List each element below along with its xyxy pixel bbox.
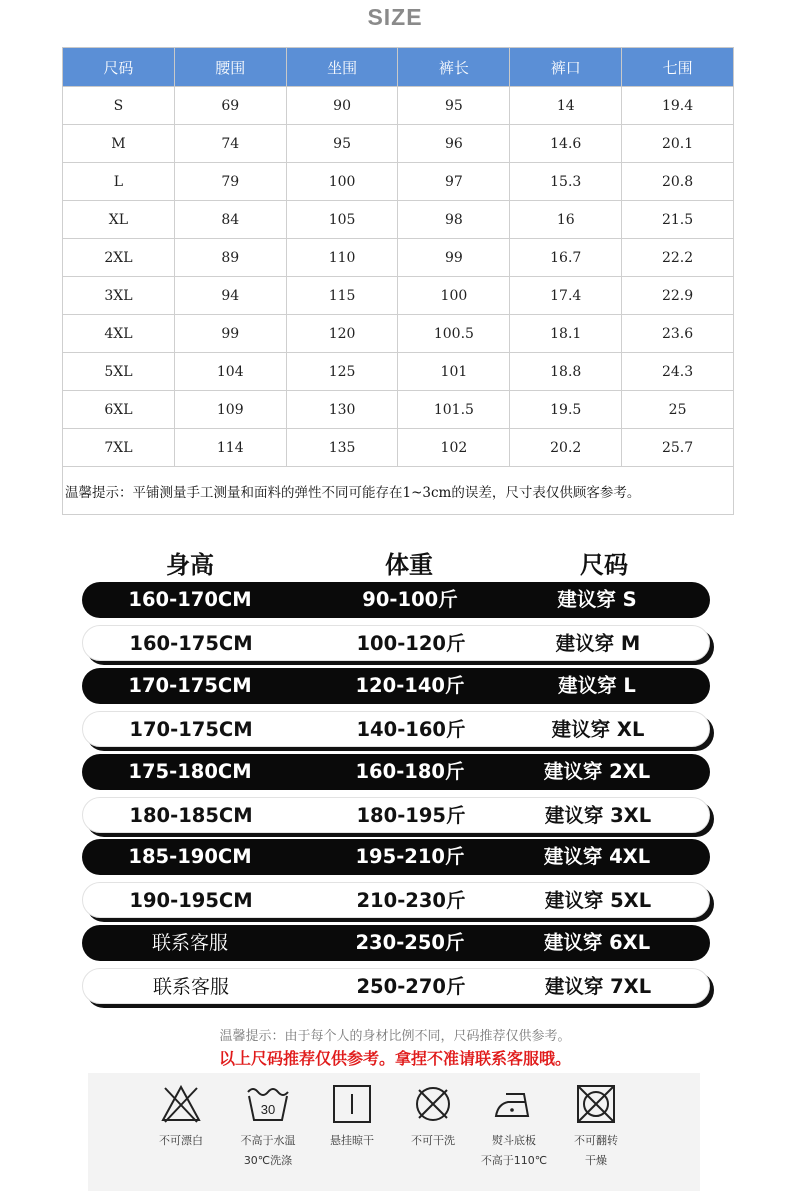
table-cell: 101 <box>398 353 510 391</box>
table-cell: 99 <box>174 315 286 353</box>
recommend-header-height: 身高 <box>166 551 214 579</box>
table-cell: 25.7 <box>622 429 734 467</box>
table-row <box>63 163 734 201</box>
recommend-weight: 230-250斤 <box>355 931 465 955</box>
table-cell: 15.3 <box>510 163 622 201</box>
recommend-height: 联系客服 <box>151 932 228 955</box>
header-seventh-measure: 七围 <box>622 48 734 87</box>
care-label: 悬挂晾干 <box>330 1134 374 1147</box>
table-cell: 18.1 <box>510 315 622 353</box>
table-cell: 19.4 <box>622 87 734 125</box>
size-table <box>62 47 734 515</box>
recommend-height: 170-175CM <box>128 673 252 697</box>
table-cell: 3XL <box>63 277 175 315</box>
table-cell: 100.5 <box>398 315 510 353</box>
table-cell: 95 <box>286 125 398 163</box>
table-cell: 94 <box>174 277 286 315</box>
header-leg-opening: 裤口 <box>510 48 622 87</box>
recommend-row <box>82 625 710 661</box>
table-cell: 74 <box>174 125 286 163</box>
care-label: 熨斗底板 <box>492 1134 536 1147</box>
table-cell: L <box>63 163 175 201</box>
table-cell: 18.8 <box>510 353 622 391</box>
table-cell: 16.7 <box>510 239 622 277</box>
table-row <box>63 87 734 125</box>
table-row <box>63 353 734 391</box>
table-cell: 90 <box>286 87 398 125</box>
recommend-weight: 140-160斤 <box>356 717 466 741</box>
table-cell: 130 <box>286 391 398 429</box>
no-bleach-icon <box>159 1082 203 1126</box>
recommend-row <box>82 711 710 747</box>
tip-line-2: 以上尺码推荐仅供参考。拿捏不准请联系客服哦。 <box>218 1049 571 1068</box>
table-cell: 84 <box>174 201 286 239</box>
care-label-sub: 不高于110℃ <box>480 1154 548 1167</box>
iron-low-icon <box>490 1082 538 1126</box>
table-cell: 5XL <box>63 353 175 391</box>
table-cell: 22.2 <box>622 239 734 277</box>
recommend-size: 建议穿 XL <box>551 717 645 741</box>
recommend-weight: 250-270斤 <box>356 975 466 999</box>
care-item-no-dry-clean <box>393 1082 473 1151</box>
recommend-weight: 90-100斤 <box>362 588 458 611</box>
table-cell: 7XL <box>63 429 175 467</box>
table-row <box>63 239 734 277</box>
table-cell: 97 <box>398 163 510 201</box>
table-cell: XL <box>63 201 175 239</box>
table-cell: 24.3 <box>622 353 734 391</box>
care-item-iron <box>474 1082 554 1171</box>
header-size: 尺码 <box>63 48 175 87</box>
header-length: 裤长 <box>398 48 510 87</box>
table-row <box>63 391 734 429</box>
care-label: 不可干洗 <box>411 1134 455 1147</box>
recommend-size: 建议穿 S <box>557 588 637 611</box>
table-cell: 20.2 <box>510 429 622 467</box>
recommend-row <box>82 668 710 704</box>
recommend-weight: 210-230斤 <box>356 889 466 913</box>
table-cell: S <box>63 87 175 125</box>
recommend-weight: 195-210斤 <box>355 845 465 869</box>
table-cell: 100 <box>398 277 510 315</box>
care-label-sub: 干燥 <box>585 1154 607 1167</box>
size-chart-title: SIZE <box>367 4 423 30</box>
table-cell: 114 <box>174 429 286 467</box>
table-cell: 4XL <box>63 315 175 353</box>
table-cell: 95 <box>398 87 510 125</box>
size-table-header-row <box>63 48 734 87</box>
recommend-row <box>82 797 710 833</box>
recommend-row <box>82 882 710 918</box>
care-item-hang-dry <box>312 1082 392 1151</box>
care-item-wash-30 <box>228 1082 308 1171</box>
recommend-height: 160-175CM <box>129 631 253 655</box>
recommend-height: 175-180CM <box>128 759 252 783</box>
table-cell: 96 <box>398 125 510 163</box>
table-row <box>63 429 734 467</box>
table-cell: 6XL <box>63 391 175 429</box>
table-cell: 23.6 <box>622 315 734 353</box>
table-cell: 110 <box>286 239 398 277</box>
table-cell: 102 <box>398 429 510 467</box>
recommend-weight: 120-140斤 <box>355 673 465 697</box>
table-cell: 99 <box>398 239 510 277</box>
recommend-size: 建议穿 4XL <box>543 845 651 869</box>
no-tumble-dry-icon <box>574 1082 618 1126</box>
recommend-size: 建议穿 7XL <box>544 975 652 999</box>
table-cell: 19.5 <box>510 391 622 429</box>
table-cell: 14.6 <box>510 125 622 163</box>
recommend-height: 160-170CM <box>128 588 252 611</box>
table-cell: 69 <box>174 87 286 125</box>
recommend-height: 190-195CM <box>129 889 253 913</box>
recommend-header-size: 尺码 <box>580 551 628 579</box>
wash-temp-text: 30 <box>260 1102 276 1117</box>
wash-30-icon <box>244 1082 292 1126</box>
recommend-size: 建议穿 2XL <box>543 759 651 783</box>
table-cell: 109 <box>174 391 286 429</box>
recommend-row <box>82 839 710 875</box>
table-cell: 135 <box>286 429 398 467</box>
table-cell: 120 <box>286 315 398 353</box>
table-row <box>63 201 734 239</box>
recommend-size: 建议穿 L <box>558 673 636 697</box>
table-cell: 20.8 <box>622 163 734 201</box>
recommend-row <box>82 925 710 961</box>
table-row <box>63 315 734 353</box>
care-label: 不可翻转 <box>574 1134 618 1147</box>
table-cell: 20.1 <box>622 125 734 163</box>
recommend-size: 建议穿 3XL <box>544 803 652 827</box>
recommend-size: 建议穿 5XL <box>544 889 652 913</box>
care-label: 不高于水温 <box>240 1134 296 1147</box>
table-cell: 104 <box>174 353 286 391</box>
care-item-no-tumble-dry <box>556 1082 636 1171</box>
table-cell: 98 <box>398 201 510 239</box>
recommend-weight: 160-180斤 <box>355 759 465 783</box>
recommend-size: 建议穿 6XL <box>543 931 651 955</box>
table-cell: 22.9 <box>622 277 734 315</box>
care-label-sub: 30℃洗涤 <box>243 1154 293 1167</box>
care-label: 不可漂白 <box>159 1134 203 1147</box>
recommend-row <box>82 582 710 618</box>
size-table-body <box>63 87 734 467</box>
recommend-weight: 100-120斤 <box>356 631 466 655</box>
table-cell: 89 <box>174 239 286 277</box>
hang-dry-icon <box>330 1082 374 1126</box>
table-cell: 79 <box>174 163 286 201</box>
recommend-row <box>82 968 710 1004</box>
no-dry-clean-icon <box>411 1082 455 1126</box>
header-waist: 腰围 <box>174 48 286 87</box>
recommend-height: 170-175CM <box>129 717 253 741</box>
care-item-no-bleach <box>141 1082 221 1151</box>
table-cell: 100 <box>286 163 398 201</box>
header-hip: 坐围 <box>286 48 398 87</box>
table-cell: 115 <box>286 277 398 315</box>
recommend-height: 185-190CM <box>128 845 252 869</box>
table-cell: 2XL <box>63 239 175 277</box>
recommend-size: 建议穿 M <box>555 631 641 655</box>
table-cell: 17.4 <box>510 277 622 315</box>
table-cell: 105 <box>286 201 398 239</box>
table-cell: 14 <box>510 87 622 125</box>
recommend-header-weight: 体重 <box>385 551 433 579</box>
size-table-note-row <box>63 467 734 515</box>
recommend-height: 180-185CM <box>129 803 253 827</box>
table-cell: 25 <box>622 391 734 429</box>
recommend-weight: 180-195斤 <box>356 803 466 827</box>
table-cell: 101.5 <box>398 391 510 429</box>
table-row <box>63 277 734 315</box>
table-cell: M <box>63 125 175 163</box>
table-row <box>63 125 734 163</box>
recommend-height: 联系客服 <box>152 976 229 999</box>
tip-line-1: 温馨提示：由于每个人的身材比例不同，尺码推荐仅供参考。 <box>219 1029 571 1044</box>
recommend-row <box>82 754 710 790</box>
table-cell: 21.5 <box>622 201 734 239</box>
size-table-note: 温馨提示：平铺测量手工测量和面料的弹性不同可能存在1~3cm的误差，尺寸表仅供顾客参考。 <box>63 467 734 515</box>
table-cell: 125 <box>286 353 398 391</box>
table-cell: 16 <box>510 201 622 239</box>
